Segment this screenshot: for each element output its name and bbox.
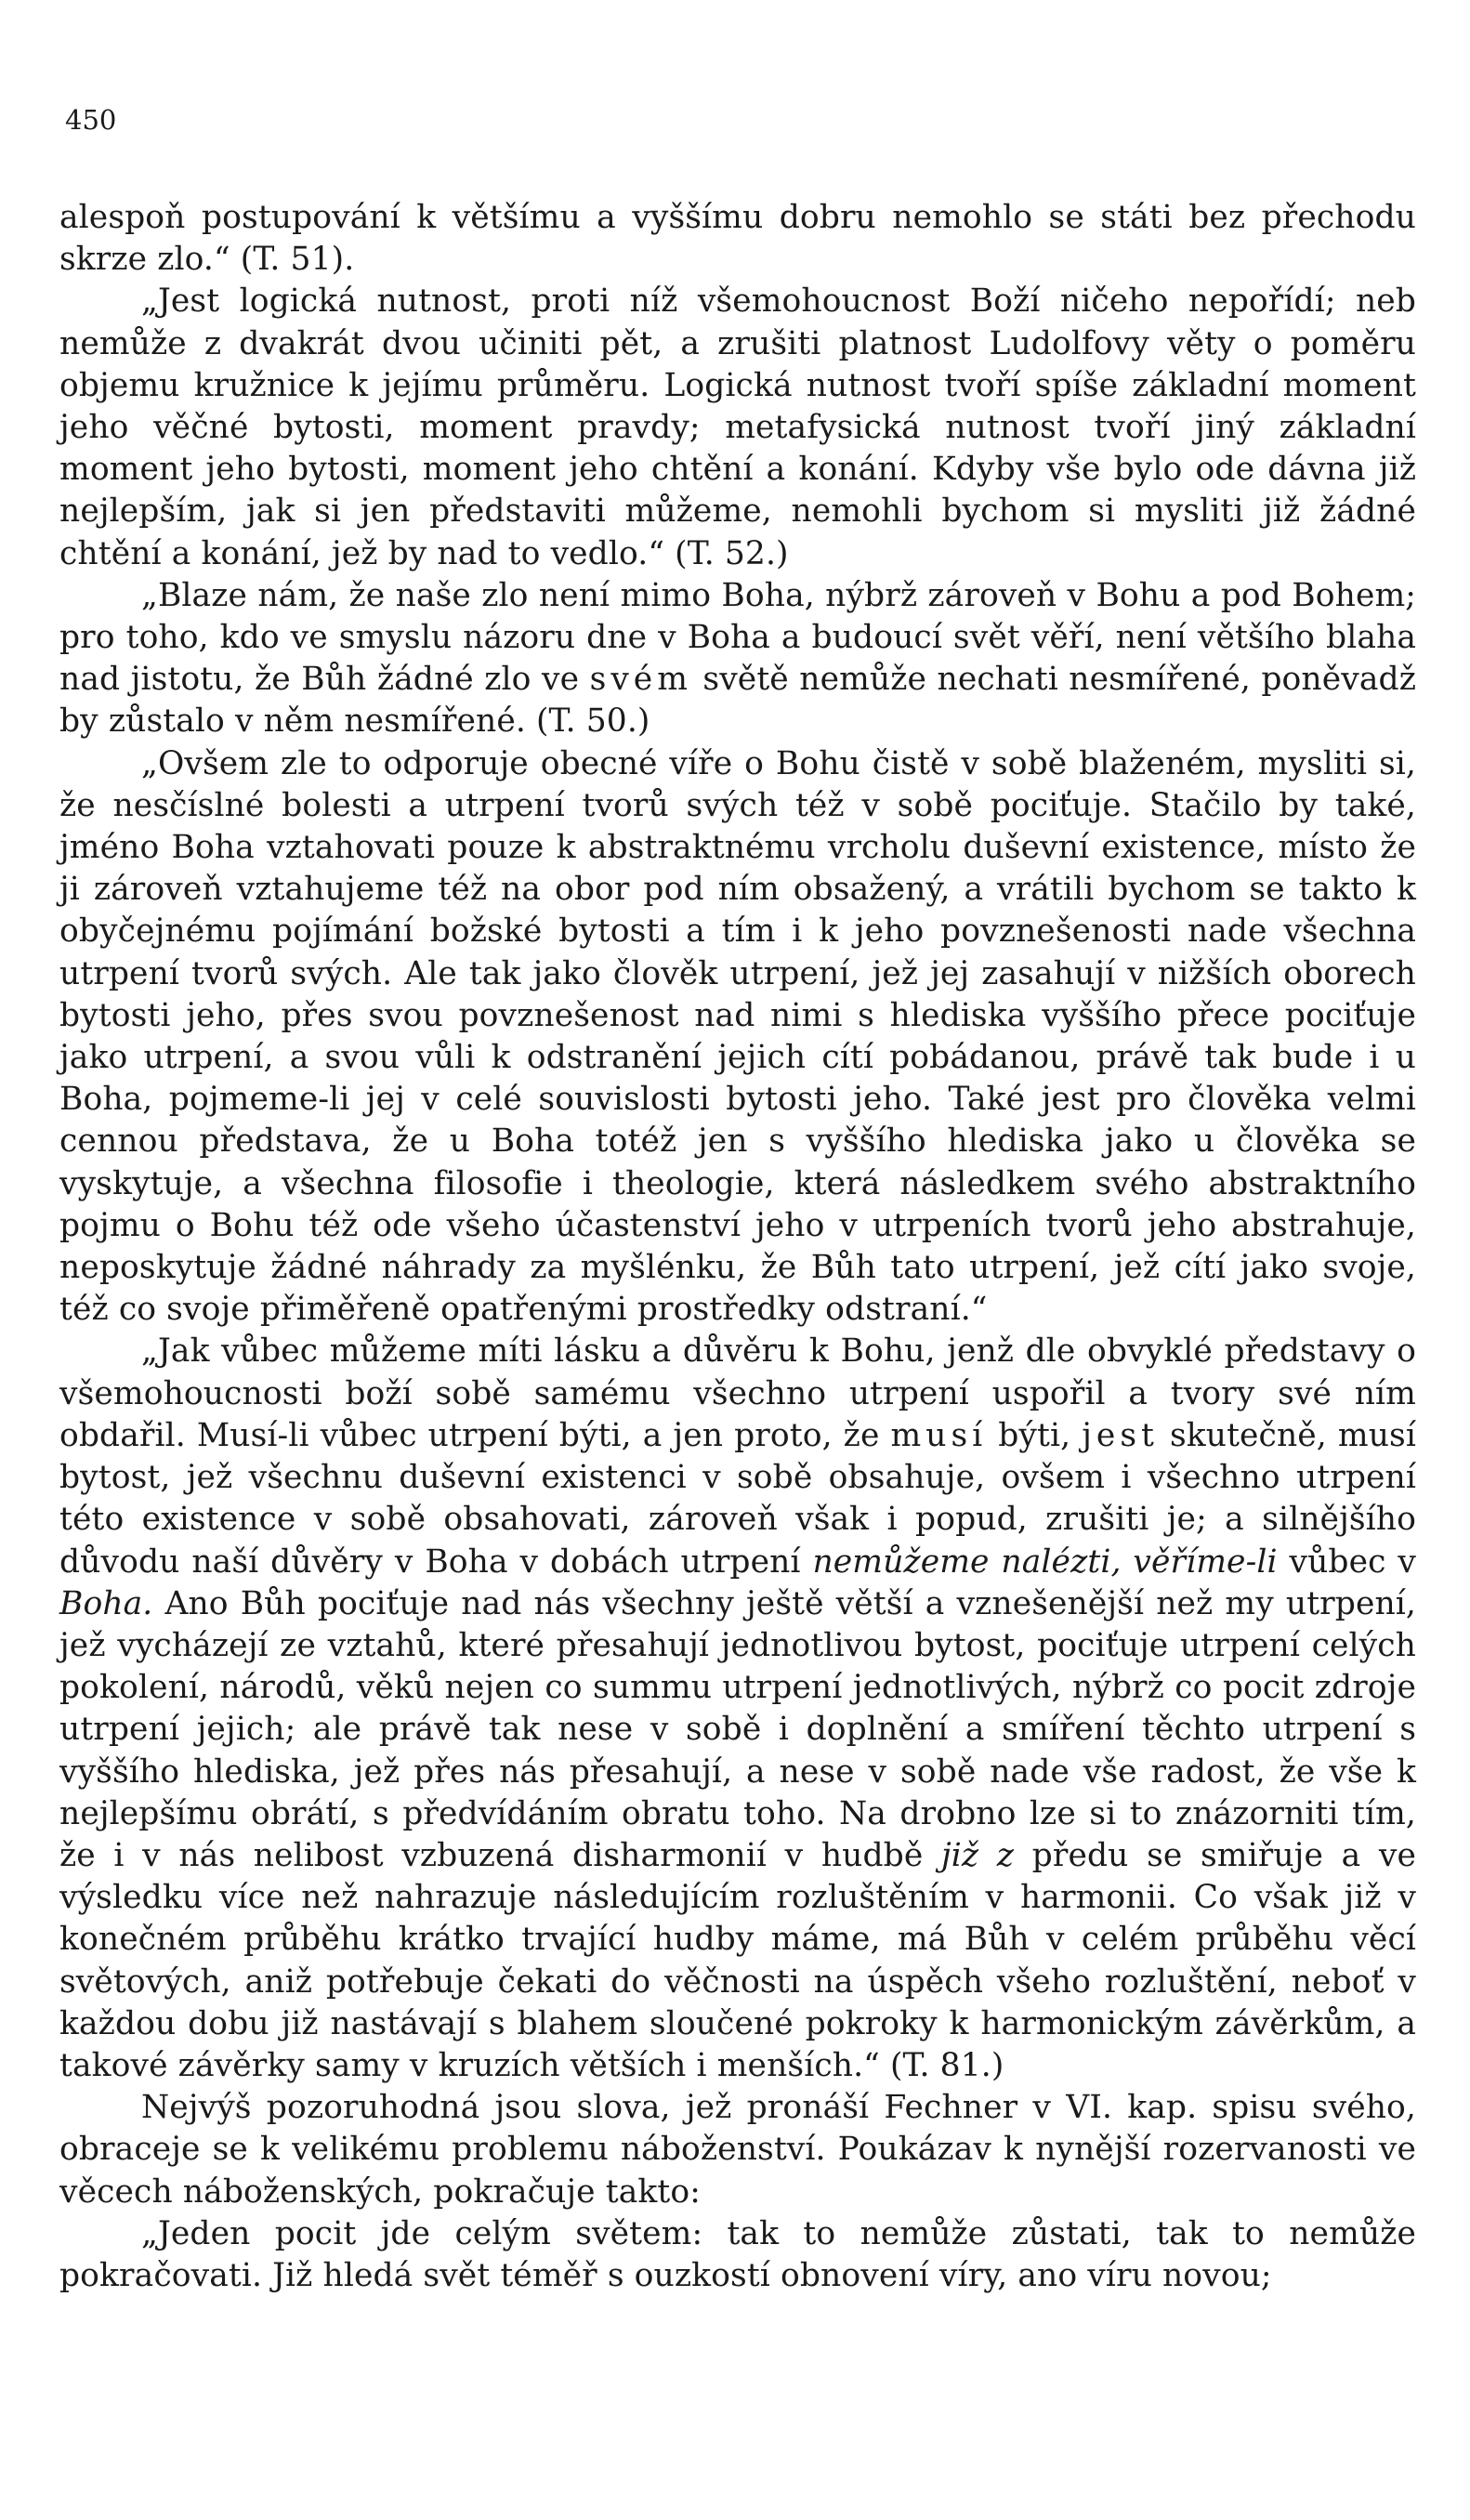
page-number: 450	[65, 104, 117, 136]
text-run: světě nemůže nechati nesmířené, poněvadž by zůstalo v něm nesmířené. (T. 50.)	[59, 661, 1416, 741]
text-run: „Blaze nám, že naše zlo není mimo Boha, nýbrž zároveň v Bohu a pod Bohem; pro toho, kdo ve smyslu názoru dne v Boha a budoucí svět věří, není většího blaha nad jistotu, že Bůh žádné zlo ve	[59, 576, 1416, 699]
paragraph-quote-new-faith: „Jeden pocit jde celým světem: tak to nemůže zůstati, tak to nemůže pokračovati. Již hledá svět téměř s ouzkostí obnovení víry, ano víru novou;	[59, 2214, 1416, 2294]
text-run: předu se smiřuje a ve výsledku více než nahrazuje následujícím rozluštěním v harmonii. Co však již v konečném průběhu krátko trvající hudby máme, má Bůh v celém průběhu věcí světových, aniž potřebuje čekati do věčnosti na úspěch všeho rozluštění, neboť v každou dobu již nastávají s blahem sloučené pokroky k harmonickým závěrkům, a takové závěrky samy v kruzích větších i menších.“ (T. 81.)	[59, 1836, 1416, 2084]
paragraph-quote-trust-in-god	[59, 1331, 1416, 2087]
body-text	[59, 197, 1416, 2297]
spaced-emphasis: musí	[890, 1416, 988, 1454]
paragraph-continuation: alespoň postupování k většímu a vyššímu dobru nemohlo se státi bez přechodu skrze zlo.“ (T. 51).	[59, 199, 1416, 279]
spaced-emphasis: svém	[589, 661, 692, 699]
italic-emphasis: nemůžeme nalézti, věříme-li	[812, 1542, 1278, 1581]
paragraph-quote-suffering: „Ovšem zle to odporuje obecné víře o Bohu čistě v sobě blaženém, mysliti si, že nesčíslné bolesti a utrpení tvorů svých též v sobě pociťuje. Stačilo by také, jméno Boha vztahovati pouze k abstraktnému vrcholu duševní existence, místo že ji zároveň vztahujeme též na obor pod ním obsažený, a vrátili bychom se takto k obyčejnému pojímání božské bytosti a tím i k jeho povznešenosti nade všechna utrpení tvorů svých. Ale tak jako člověk utrpení, jež jej zasahují v nižších oborech bytosti jeho, přes svou povznešenost nad nimi s hlediska vyššího přece pociťuje jako utrpení, a svou vůli k odstranění jejich cítí pobádanou, právě tak bude i u Boha, pojmeme-li jej v celé souvislosti bytosti jeho. Také jest pro člověka velmi cennou představa, že u Boha totéž jen s vyššího hlediska jako u člověka se vyskytuje, a všechna filosofie i theologie, která následkem svého abstraktního pojmu o Bohu též ode všeho účastenství jeho v utrpeních tvorů jeho abstrahuje, neposkytuje žádné náhrady za myšlénku, že Bůh tato utrpení, jež cítí jako svoje, též co svoje přiměřeně opatřenými prostředky odstraní.“	[59, 744, 1416, 1329]
text-run: býti,	[987, 1416, 1083, 1454]
text-run: vůbec v	[1277, 1542, 1416, 1581]
paragraph-quote-blessed-evil	[59, 575, 1416, 743]
italic-emphasis: již z	[940, 1836, 1015, 1874]
paragraph-author-commentary: Nejvýš pozoruhodná jsou slova, jež pronáší Fechner v VI. kap. spisu svého, obraceje se k velikému problemu náboženství. Poukázav k nynější rozervanosti ve věcech náboženských, pokračuje takto:	[59, 2089, 1416, 2211]
italic-emphasis: Boha.	[59, 1584, 153, 1622]
text-run: skutečně, musí bytost, jež všechnu duševní existenci v sobě obsahuje, ovšem i všechno utrpení této existence v sobě obsahovati, zároveň však i popud, zrušiti je; a silnějšího důvodu naší důvěry v Boha v dobách utrpení	[59, 1416, 1416, 1581]
text-run: Ano Bůh pociťuje nad nás všechny ještě větší a vznešenější než my utrpení, jež vycházejí ze vztahů, které přesahují jednotlivou bytost, pociťuje utrpení celých pokolení, národů, věků nejen co summu utrpení jednotlivých, nýbrž co pocit zdroje utrpení jejich; ale právě tak nese v sobě i doplnění a smíření těchto utrpení s vyššího hlediska, jež přes nás přesahují, a nese v sobě nade vše radost, že vše k nejlepšímu obrátí, s předvídáním obratu toho. Na drobno lze si to znázorniti tím, že i v nás nelibost vzbuzená disharmonií v hudbě	[59, 1584, 1416, 1874]
spaced-emphasis: jest	[1082, 1416, 1159, 1454]
paragraph-quote-logical-necessity: „Jest logická nutnost, proti níž všemohoucnost Boží ničeho nepořídí; neb nemůže z dvakrát dvou učiniti pět, a zrušiti platnost Ludolfovy věty o poměru objemu kružnice k jejímu průměru. Logická nutnost tvoří spíše základní moment jeho věčné bytosti, moment pravdy; metafysická nutnost tvoří jiný základní moment jeho bytosti, moment jeho chtění a konání. Kdyby vše bylo ode dávna již nejlepším, jak si jen představiti můžeme, nemohli bychom si mysliti již žádné chtění a konání, jež by nad to vedlo.“ (T. 52.)	[59, 282, 1416, 572]
text-run: „Jak vůbec můžeme míti lásku a důvěru k Bohu, jenž dle obvyklé představy o všemohoucnosti boží sobě samému všechno utrpení uspořil a tvory své ním obdařil. Musí-li vůbec utrpení býti, a jen proto, že	[59, 1332, 1416, 1454]
